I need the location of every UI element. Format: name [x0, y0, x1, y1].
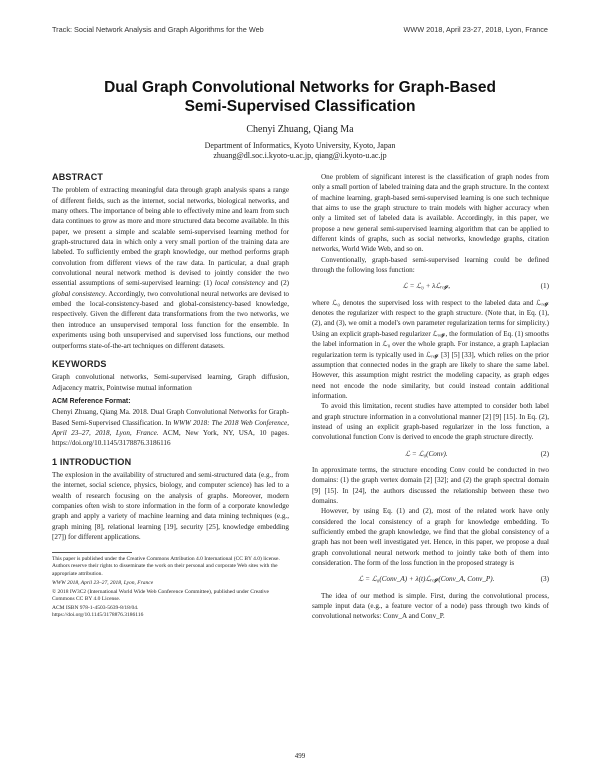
equation-1-number: (1): [540, 282, 549, 291]
footnote-isbn: ACM ISBN 978-1-4503-5639-8/18/04. https://doi.org/10.1145/3178876.3186116: [52, 604, 144, 618]
right-paragraph-7: The idea of our method is simple. First, during the convolutional process, sample input data (e.g., a feature vector of a node) pass through two kinds of convolutional networks: Conv_A and Conv_P.: [312, 591, 549, 621]
footnote-venue: WWW 2018, April 23–27, 2018, Lyon, France: [52, 579, 154, 586]
right-paragraph-3: where ℒ₀ denotes the supervised loss with respect to the labeled data and ℒᵣₑ𝓰 denotes the regularizer with respect to the graph structure. (Note that, in Eq. (1), (2), and (3), we omit a model's own parameter regularization terms for simplicity.) Using an explicit graph-based regularizer ℒᵣₑ𝓰, the formulation of Eq. (1) smooths the label information in ℒ₀ over the whole graph. For instance, a graph Laplacian regularization term is typically used in ℒᵣₑ𝓰 [3] [5] [33], which relies on the prior assumption that connected nodes in the graph are likely to share the same label. However, this assumption might restrict the modeling capacity, as graph edges need not encode the node similarity, but could instead contain additional information.: [312, 298, 549, 400]
affiliation: [0, 141, 600, 161]
equation-3-number: (3): [540, 575, 549, 584]
right-column: [312, 172, 549, 622]
footnote-doi[interactable]: https://doi.org/10.1145/3178876.3186116: [52, 612, 144, 618]
right-paragraph-4: To avoid this limitation, recent studies have attempted to consider both label and graph structure information in a convolutional manner [2] [9] [15]. In Eq. (2), instead of using an explicit graph-based regularizer in the loss function, a convolutional function Conv is derived to encode the graph structure directly.: [312, 402, 549, 442]
equation-2-body: ℒ = ℒ₀(Conv).: [404, 449, 448, 458]
paper-title: [60, 78, 540, 116]
author-emails: zhuang@dl.soc.i.kyoto-u.ac.jp, qiang@i.kyoto-u.ac.jp: [213, 151, 387, 161]
right-paragraph-2: Conventionally, graph-based semi-supervised learning could be defined through the following loss function:: [312, 255, 549, 275]
equation-2: [312, 449, 549, 459]
affiliation-dept: Department of Informatics, Kyoto University, Kyoto, Japan: [204, 141, 396, 150]
title-line-1: Dual Graph Convolutional Networks for Graph-Based: [104, 79, 496, 96]
introduction-heading: 1 INTRODUCTION: [52, 456, 132, 467]
authors: Chenyi Zhuang, Qiang Ma: [246, 124, 354, 135]
equation-3: [312, 574, 549, 584]
abstract-text: The problem of extracting meaningful data through graph analysis spans a range of different fields, such as the internet, social networks, biological networks, and many others. The importance of being able to effectively mine and learn from such data continues to grow as more and more structured data become available. In this paper, we present a simple and scalable semi-supervised learning method for graph-structured data in which only a very small portion of the training data are labeled. To sufficiently embed the graph knowledge, our method performs graph convolution from different views of the raw data. In particular, a dual graph convolutional neural network method is devised to jointly consider the two essential assumptions of semi-supervised learning: (1) local consistency and (2) global consistency. Accordingly, two convolutional neural networks are devised to embed the local-consistency-based and global-consistency-based knowledge, respectively. Given the different data transformations from the two networks, we then introduce an unsupervised temporal loss function for the ensemble. In experiments using both unsupervised and supervised loss functions, our method outperforms state-of-the-art techniques on different datasets.: [52, 186, 290, 350]
equation-3-body: ℒ = ℒ₀(Conv_A) + λ(t)ℒᵣₑ𝓰(Conv_A, Conv_P).: [358, 575, 495, 584]
right-paragraph-6: However, by using Eq. (1) and (2), most of the related work have only considered the local consistency of a graph for knowledge embedding. To sufficiently embed the graph knowledge, we find that the global consistency of a graph has not been well investigated yet. Hence, in this paper, we propose a dual graph convolutional neural network method to jointly take both of them into consideration. The form of the loss function in the proposed strategy is: [312, 507, 549, 568]
footnote: [52, 556, 289, 619]
right-paragraph-5: In approximate terms, the structure encoding Conv could be conducted in two domains: (1) the graph vertex domain [2] [32]; and (2) the graph spectral domain [9] [15]. In [24], the authors discussed the relationship between these two domains.: [312, 465, 549, 505]
equation-1: [312, 281, 549, 291]
left-column: [52, 172, 289, 621]
keywords-heading: KEYWORDS: [52, 358, 107, 369]
introduction-text: The explosion in the availability of structured and semi-structured data (e.g., from the internet, social science, physics, biology, and computer science) has led to a wealth of research focusing on the analysis of graphs. Moreover, modern companies often wish to store information in the form of a corporate knowledge graph and apply a variety of machine learning and data mining techniques (e.g., graph mining [8], relational learning [19], security [25], knowledge embedding [27]) for different applications.: [52, 470, 289, 541]
footnote-license: This paper is published under the Creative Commons Attribution 4.0 International (CC BY 4.0) license. Authors reserve their rights to disseminate the work on their personal and corporate Web sites with the appropriate attribution.: [52, 556, 280, 577]
footnote-rule: [52, 552, 132, 553]
acm-reference-heading: ACM Reference Format:: [52, 397, 131, 405]
running-header-conference: WWW 2018, April 23-27, 2018, Lyon, France: [403, 25, 548, 34]
right-paragraph-1: One problem of significant interest is the classification of graph nodes from only a small portion of labeled training data and the graph structure. In the context of machine learning, graph-based semi-supervised learning is one such technique that aims to use the graph structure to train models with higher accuracy when only a limited set of labeled data is available. Accordingly, in this paper, we propose a new general semi-supervised learning algorithm that can be applied to different kinds of graphs, such as social networks, knowledge graphs, citation networks, World Wide Web, and so on.: [312, 173, 549, 254]
title-line-2: Semi-Supervised Classification: [184, 98, 416, 115]
acm-reference-text: Chenyi Zhuang, Qiang Ma. 2018. Dual Graph Convolutional Networks for Graph-Based Semi-Supervised Classification. In WWW 2018: The 2018 Web Conference, April 23–27, 2018, Lyon, France. ACM, New York, NY, USA, 10 pages. https://doi.org/10.1145/3178876.3186116: [52, 408, 289, 448]
running-header-track: Track: Social Network Analysis and Graph Algorithms for the Web: [52, 25, 264, 34]
keywords-text: Graph convolutional networks, Semi-supervised learning, Graph diffusion, Adjacency matrix, Pointwise mutual information: [52, 373, 289, 392]
abstract-heading: ABSTRACT: [52, 172, 104, 182]
footnote-copyright: © 2018 IW3C2 (International World Wide Web Conference Committee), published under Creative Commons CC BY 4.0 License.: [52, 588, 269, 602]
equation-1-body: ℒ = ℒ₀ + λℒᵣₑ𝓰,: [402, 282, 451, 291]
page-number: 499: [294, 752, 306, 760]
equation-2-number: (2): [540, 449, 549, 458]
